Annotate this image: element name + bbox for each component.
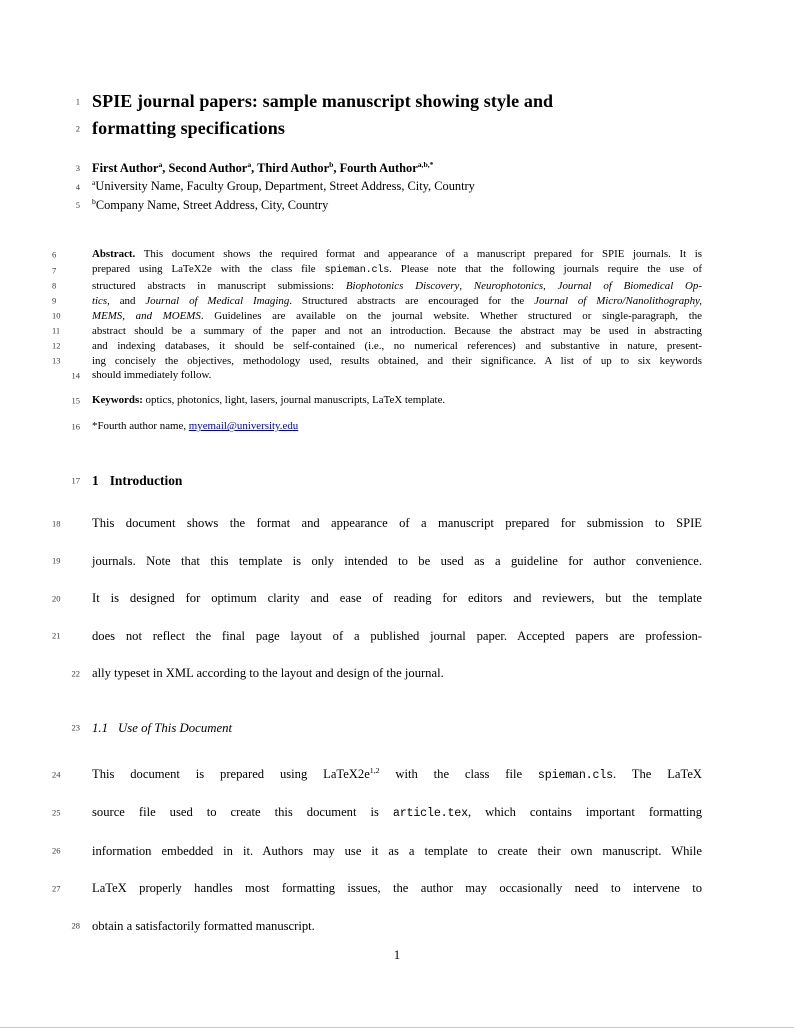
line-number: 19 bbox=[52, 555, 61, 566]
subsection-heading-line bbox=[71, 719, 702, 738]
code-filename: article.tex bbox=[392, 806, 468, 821]
journal-name: Journal of Micro/Nanolithography, bbox=[534, 294, 702, 307]
line-number: 24 bbox=[52, 769, 61, 780]
text-segment: abstract should be a summary of the paper and not an introduction. Because the abstract may be used in abstracting bbox=[92, 324, 702, 337]
line-number: 4 bbox=[75, 181, 80, 192]
journal-name: Journal of Biomedical Op- bbox=[557, 280, 702, 293]
author-name: , Third Author bbox=[251, 161, 330, 175]
body-line bbox=[52, 794, 702, 833]
text-segment: source file used to create this document is bbox=[92, 805, 393, 820]
line-number: 27 bbox=[52, 883, 61, 894]
text-segment: should immediately follow. bbox=[92, 369, 212, 382]
title-text: SPIE journal papers: sample manuscript showing style and bbox=[92, 91, 554, 111]
code-filename: spieman.cls bbox=[324, 265, 390, 277]
author-name: , Fourth Author bbox=[333, 161, 418, 175]
text-segment: ing concisely the objectives, methodology used, results obtained, and their significance. A list of up to six keywords bbox=[92, 354, 702, 367]
text-segment: , bbox=[459, 280, 474, 293]
keywords-block bbox=[71, 393, 702, 408]
subsection-title: Use of This Document bbox=[118, 720, 233, 735]
abstract-line bbox=[52, 247, 702, 262]
abstract-block bbox=[52, 247, 702, 383]
body-line bbox=[52, 870, 702, 908]
subsection-number: 1.1 bbox=[92, 720, 108, 735]
title-text: formatting specifications bbox=[92, 118, 285, 138]
author-name: , Second Author bbox=[162, 161, 248, 175]
title-line bbox=[75, 115, 702, 142]
author-affiliation-superscript: a,b,* bbox=[417, 159, 434, 169]
line-number: 21 bbox=[52, 630, 61, 641]
body-line bbox=[52, 618, 702, 656]
line-number: 14 bbox=[71, 370, 80, 381]
line-number: 3 bbox=[75, 163, 80, 173]
abstract-line bbox=[52, 262, 702, 279]
line-number: 9 bbox=[52, 295, 57, 306]
body-line bbox=[52, 543, 702, 581]
line-number: 18 bbox=[52, 518, 61, 529]
text-segment: It is designed for optimum clarity and ease of reading for editors and reviewers, but the template bbox=[92, 591, 702, 606]
line-number: 13 bbox=[52, 355, 61, 366]
author-affiliation-superscript: a bbox=[247, 159, 252, 169]
line-number: 2 bbox=[75, 123, 80, 133]
body-line bbox=[52, 756, 702, 795]
abstract-line bbox=[71, 368, 702, 383]
citation-superscript: 1,2 bbox=[369, 765, 380, 775]
abstract-label: Abstract. bbox=[92, 248, 136, 261]
author-affiliation-superscript: b bbox=[329, 159, 334, 169]
line-number: 8 bbox=[52, 281, 57, 292]
section-heading-introduction bbox=[71, 471, 702, 490]
affiliation-line bbox=[75, 196, 702, 214]
section-title: Introduction bbox=[109, 473, 183, 489]
affiliation-text: University Name, Faculty Group, Department, Street Address, City, Country bbox=[95, 179, 475, 194]
text-segment: . Please note that the following journals require the use of bbox=[389, 263, 702, 276]
journal-name: tics bbox=[92, 294, 108, 307]
section-number: 1 bbox=[92, 473, 99, 489]
abstract-line bbox=[52, 309, 702, 324]
text-segment: with the class file bbox=[379, 766, 538, 781]
footnote-text: *Fourth author name, bbox=[92, 420, 189, 433]
abstract-line bbox=[52, 324, 702, 339]
keywords-text: optics, photonics, light, lasers, journal manuscripts, LaTeX template. bbox=[142, 394, 446, 407]
author-affiliation-superscript: a bbox=[158, 159, 163, 169]
text-segment: and indexing databases, it should be self-contained (i.e., no numerical references) and substantive in nature, present- bbox=[92, 339, 702, 352]
abstract-line bbox=[52, 354, 702, 369]
footnote-line bbox=[71, 419, 702, 434]
journal-name: Neurophotonics bbox=[473, 280, 544, 293]
journal-name: Biophotonics Discovery bbox=[345, 280, 460, 293]
text-segment: This document shows the format and appearance of a manuscript prepared for submission to SPIE bbox=[92, 516, 702, 531]
line-number: 7 bbox=[52, 265, 57, 276]
authors-line bbox=[75, 159, 702, 177]
body-line bbox=[71, 655, 702, 693]
text-segment: , which contains important formatting bbox=[467, 805, 702, 820]
line-number: 28 bbox=[71, 920, 80, 931]
text-segment: , bbox=[543, 280, 558, 293]
page-footer bbox=[0, 948, 794, 963]
text-segment: journals. Note that this template is only intended to be used as a guideline for author convenience. bbox=[92, 553, 702, 568]
abstract-line bbox=[52, 294, 702, 309]
text-segment: This document is prepared using LaTeX2e bbox=[92, 766, 370, 781]
line-number: 11 bbox=[52, 325, 61, 336]
line-number: 5 bbox=[75, 199, 80, 210]
section-heading-line bbox=[71, 471, 702, 490]
text-segment: ally typeset in XML according to the layout and design of the journal. bbox=[92, 666, 444, 681]
line-number: 15 bbox=[71, 395, 80, 406]
affiliation-line bbox=[75, 177, 702, 195]
keywords-line bbox=[71, 393, 702, 408]
introduction-paragraph bbox=[52, 505, 702, 693]
line-number: 20 bbox=[52, 593, 61, 604]
journal-name: Journal of Medical Imaging bbox=[145, 294, 290, 307]
body-line bbox=[52, 505, 702, 543]
line-number: 23 bbox=[71, 722, 80, 733]
line-number: 25 bbox=[52, 807, 61, 818]
line-number: 17 bbox=[71, 475, 80, 486]
text-segment: information embedded in it. Authors may use it as a template to create their own manuscript. While bbox=[92, 843, 702, 858]
affiliation-text: Company Name, Street Address, City, Country bbox=[95, 197, 329, 212]
email-link[interactable]: myemail@university.edu bbox=[188, 420, 299, 433]
text-segment: This document shows the required format and appearance of a manuscript prepared for SPIE journals. It is bbox=[135, 248, 702, 261]
title-line bbox=[75, 88, 702, 115]
text-segment: prepared using LaTeX2e with the class file bbox=[92, 263, 325, 276]
line-number: 6 bbox=[52, 249, 57, 260]
text-segment: . The LaTeX bbox=[612, 766, 702, 781]
text-segment: LaTeX properly handles most formatting issues, the author may occasionally need to intervene to bbox=[92, 881, 702, 896]
author-name: First Author bbox=[92, 161, 159, 175]
authors-block bbox=[75, 159, 702, 214]
line-number: 10 bbox=[52, 310, 61, 321]
paper-title-block bbox=[75, 0, 702, 142]
use-of-document-paragraph bbox=[52, 756, 702, 946]
body-line bbox=[71, 908, 702, 946]
line-number: 26 bbox=[52, 845, 61, 856]
text-segment: does not reflect the final page layout of a published journal paper. Accepted papers are profession- bbox=[92, 628, 702, 643]
text-segment: obtain a satisfactorily formatted manuscript. bbox=[92, 918, 315, 933]
abstract-line bbox=[52, 339, 702, 354]
body-line bbox=[52, 833, 702, 871]
author-footnote-block bbox=[71, 419, 702, 434]
code-filename: spieman.cls bbox=[537, 767, 613, 782]
text-segment: . Guidelines are available on the journal website. Whether structured or single-paragraph, the bbox=[200, 309, 702, 322]
line-number: 22 bbox=[71, 668, 80, 679]
subsection-heading-use-of-this-document bbox=[71, 719, 702, 738]
affiliation-marker: b bbox=[92, 196, 96, 206]
journal-name: MEMS, and MOEMS bbox=[92, 309, 201, 322]
keywords-label: Keywords: bbox=[92, 394, 143, 407]
page-number: 1 bbox=[393, 948, 401, 962]
body-line bbox=[52, 580, 702, 618]
affiliation-marker: a bbox=[92, 178, 96, 188]
text-segment: . Structured abstracts are encouraged for the bbox=[289, 294, 535, 307]
line-number: 1 bbox=[75, 96, 80, 106]
abstract-line bbox=[52, 279, 702, 294]
text-segment: , and bbox=[107, 294, 146, 307]
line-number: 16 bbox=[71, 421, 80, 432]
line-number: 12 bbox=[52, 340, 61, 351]
text-segment: structured abstracts in manuscript submissions: bbox=[92, 280, 346, 293]
